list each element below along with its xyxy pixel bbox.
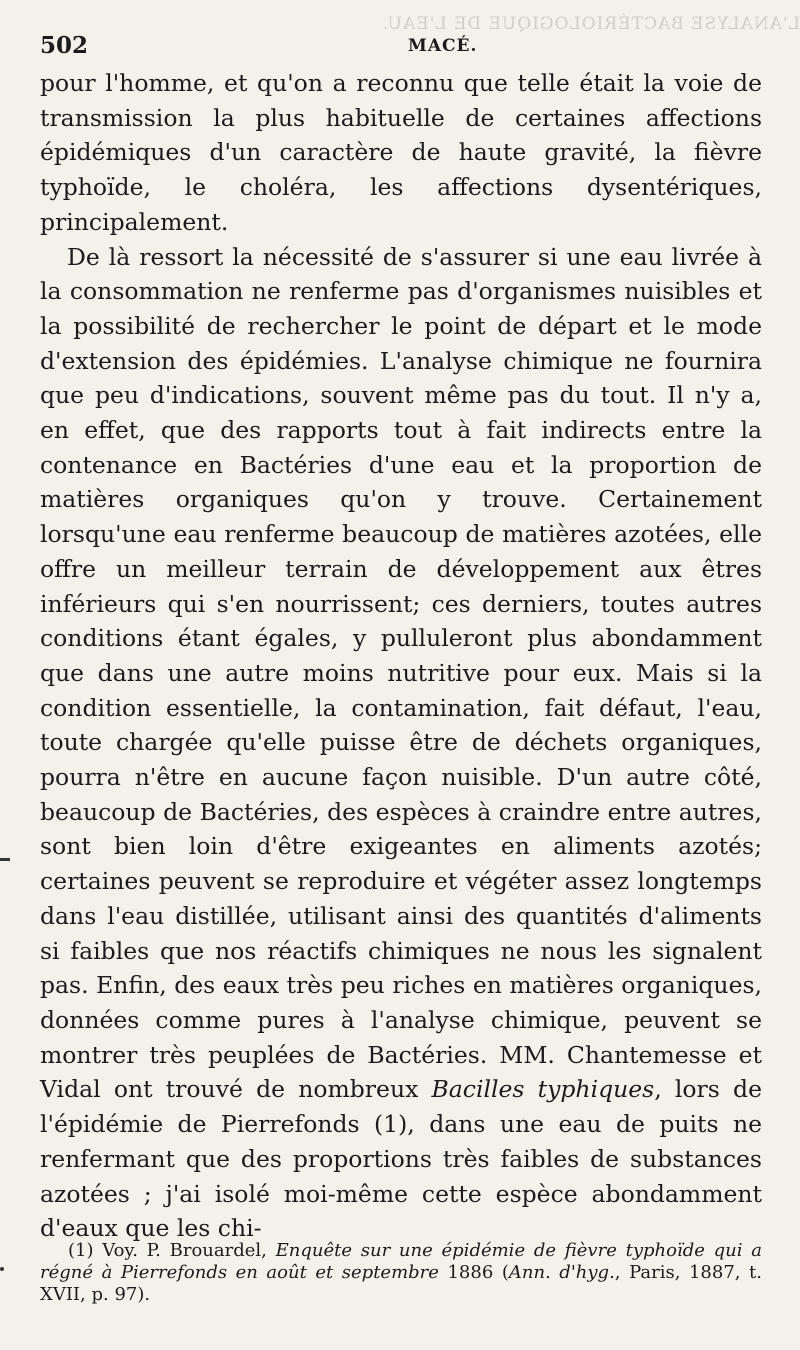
page-number: 502 — [40, 32, 89, 59]
footnote-part: , Paris, 1887, t. XVII, p. 97). — [40, 1262, 762, 1305]
paragraph-continued: pour l'homme, et qu'on a reconnu que telle était la voie de transmission la plus habituelle de certaines affections épidémiques d'un caractère de haute gravité, la fièvre typhoïde, le choléra, les affections dysentériques, principalement. — [40, 69, 762, 236]
paragraph-text-part: De là ressort la nécessité de s'assurer si une eau livrée à la consommation ne renferme pas d'organismes nuisibles et la possibilité de rechercher le point de départ et le mode d'extension des épidémies. L'analyse chimique ne fournira que peu d'indications, souvent même pas du tout. Il n'y a, en effet, que des rapports tout à fait indirects entre la contenance en Bactéries d'une eau et la proportion de matières organiques qu'on y trouve. Certainement lorsqu'une eau renferme beaucoup de matières azotées, elle offre un meilleur terrain de développement aux êtres inférieurs qui s'en nourrissent; ces derniers, toutes autres conditions étant égales, y pulluleront plus abondamment que dans une autre moins nutritive pour eux. Mais si la condition essentielle, la contamination, fait défaut, l'eau, toute chargée qu'elle puisse être de déchets organiques, pourra n'être en aucune façon nuisible. D'un autre côté, beaucoup de Bactéries, des espèces à craindre entre autres, sont bien loin d'être exigeantes en aliments azotés; certaines peuvent se reproduire et végéter assez longtemps dans l'eau distillée, utilisant ainsi des quantités d'aliments si faibles que nos réactifs chimiques ne nous les signalent pas. Enfin, des eaux très peu riches en matières organiques, données comme pures à l'analyse chimique, peuvent se montrer très peuplées de Bactéries. MM. Chantemesse et Vidal ont trouvé de nombreux — [40, 242, 762, 1104]
footnote — [40, 1240, 762, 1306]
page-header — [40, 32, 760, 62]
footnote-marker: (1) — [68, 1240, 94, 1261]
footnote-part: 1886 ( — [438, 1262, 509, 1283]
paragraph-main — [40, 240, 762, 1246]
bleed-through-text: L'ANALYSE BACTÉRIOLOGIQUE DE L'EAU. — [381, 14, 800, 34]
margin-mark — [0, 858, 10, 861]
running-head: MACÉ. — [408, 36, 478, 56]
footnote-journal: Ann. d'hyg. — [508, 1262, 615, 1283]
body-text — [40, 66, 762, 1246]
footnote-title: Enquête sur une épidémie de fièvre typhoïde qui a régné à Pierrefonds en août et septembre — [40, 1240, 762, 1283]
footnote-part: Voy. P. Brouardel, — [102, 1240, 276, 1261]
footnote-text — [40, 1240, 762, 1306]
italic-term: Bacilles typhiques — [431, 1075, 655, 1104]
paragraph-text-part: , lors de l'épidémie de Pierrefonds (1), dans une eau de puits ne renfermant que des proportions très faibles de substances azotées ; j'ai isolé moi-même cette espèce abondamment d'eaux que les chi- — [40, 1075, 762, 1243]
margin-dot — [0, 1267, 4, 1271]
